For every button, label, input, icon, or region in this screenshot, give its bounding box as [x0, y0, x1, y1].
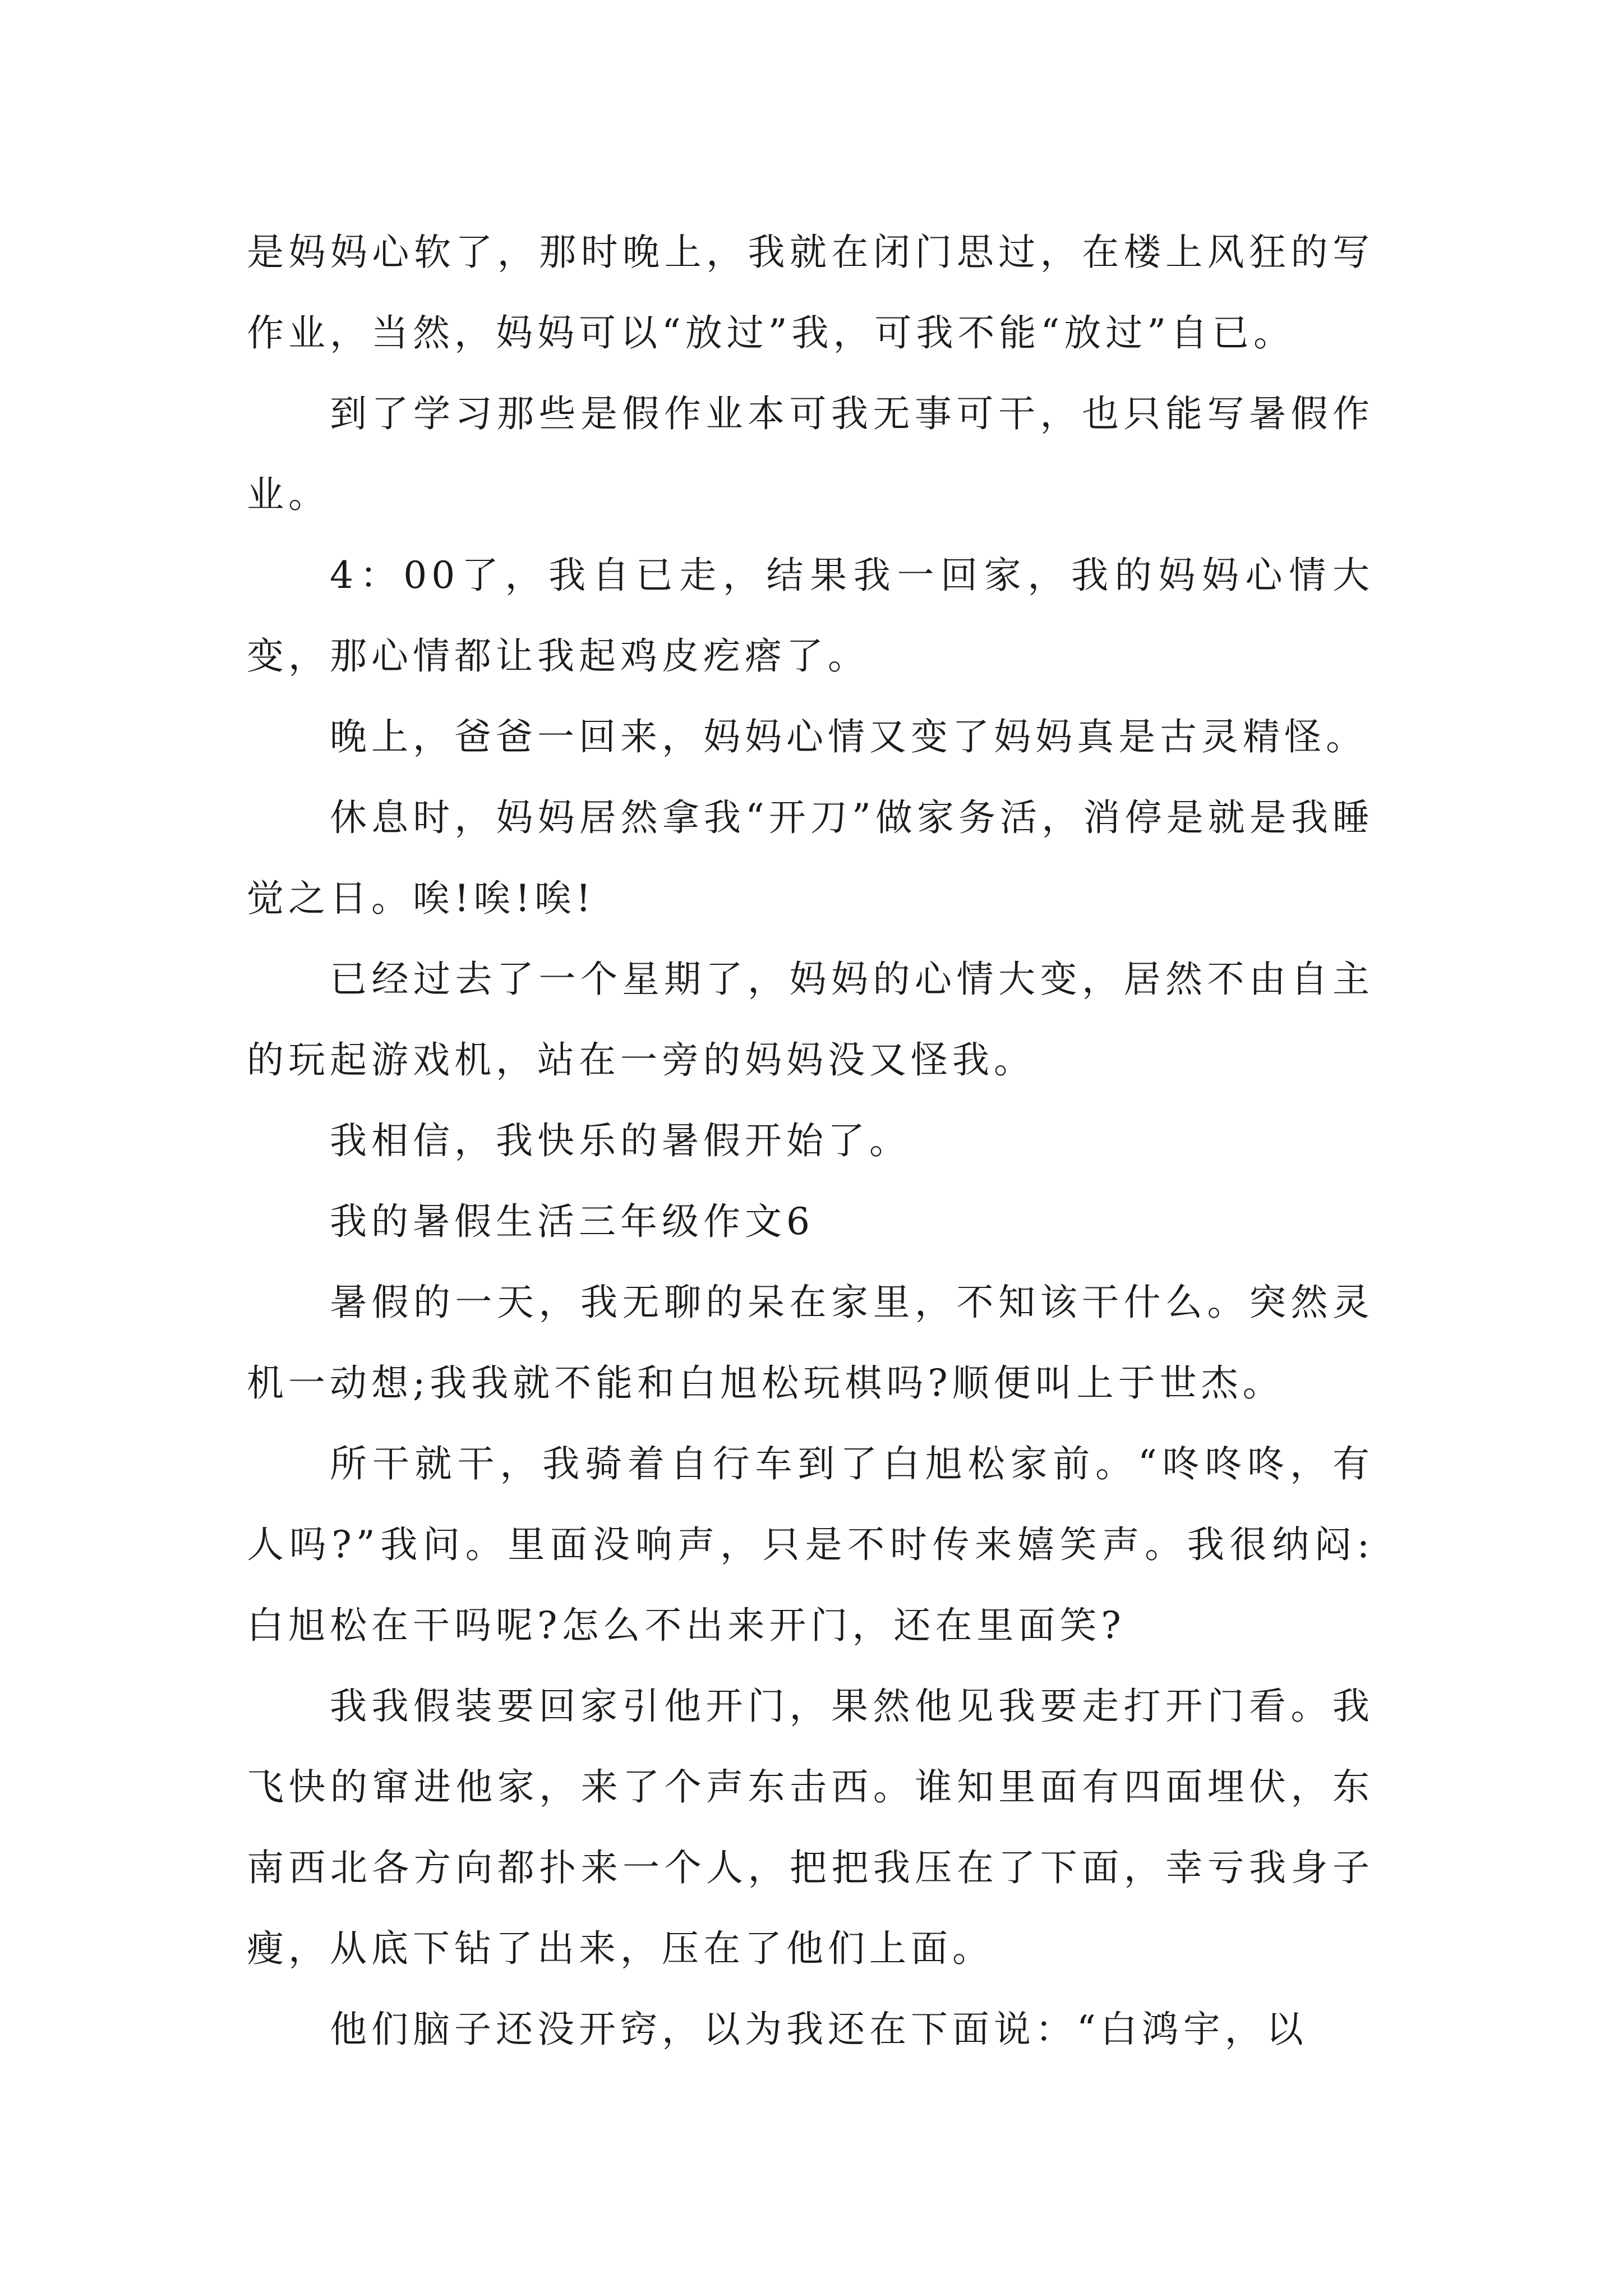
paragraph: 到了学习那些是假作业本可我无事可干，也只能写暑假作业。: [247, 392, 1374, 516]
paragraph: 是妈妈心软了，那时晚上，我就在闭门思过，在楼上风狂的写作业，当然，妈妈可以“放过”我，可我不能“放过”自已。: [247, 231, 1374, 355]
body-text: [247, 212, 1374, 2070]
paragraph: 休息时，妈妈居然拿我“开刀”做家务活，消停是就是我睡觉之日。唉!唉!唉!: [247, 796, 1374, 920]
paragraph: 我我假装要回家引他开门，果然他见我要走打开门看。我飞快的窜进他家，来了个声东击西。谁知里面有四面埋伏，东南西北各方向都扑来一个人，把把我压在了下面，幸亏我身子瘦，从底下钻了出来，压在了他们上面。: [247, 1685, 1374, 1970]
paragraph: 我相信，我快乐的暑假开始了。: [330, 1119, 911, 1162]
paragraph: 暑假的一天，我无聊的呆在家里，不知该干什么。突然灵机一动想;我我就不能和白旭松玩棋吗?顺便叫上于世杰。: [247, 1281, 1374, 1405]
section-heading: 我的暑假生活三年级作文6: [330, 1200, 814, 1243]
paragraph: 已经过去了一个星期了，妈妈的心情大变，居然不由自主的玩起游戏机，站在一旁的妈妈没又怪我。: [247, 958, 1374, 1082]
paragraph: 晚上，爸爸一回来，妈妈心情又变了妈妈真是古灵精怪。: [330, 715, 1367, 758]
paragraph: 他们脑子还没开窍，以为我还在下面说：“白鸿宇，以: [330, 2008, 1308, 2051]
paragraph: 4：00了，我自已走，结果我一回家，我的妈妈心情大变，那心情都让我起鸡皮疙瘩了。: [247, 554, 1374, 678]
paragraph: 所干就干，我骑着自行车到了白旭松家前。“咚咚咚，有人吗?”我问。里面没响声，只是不时传来嬉笑声。我很纳闷:白旭松在干吗呢?怎么不出来开门，还在里面笑?: [247, 1442, 1374, 1647]
